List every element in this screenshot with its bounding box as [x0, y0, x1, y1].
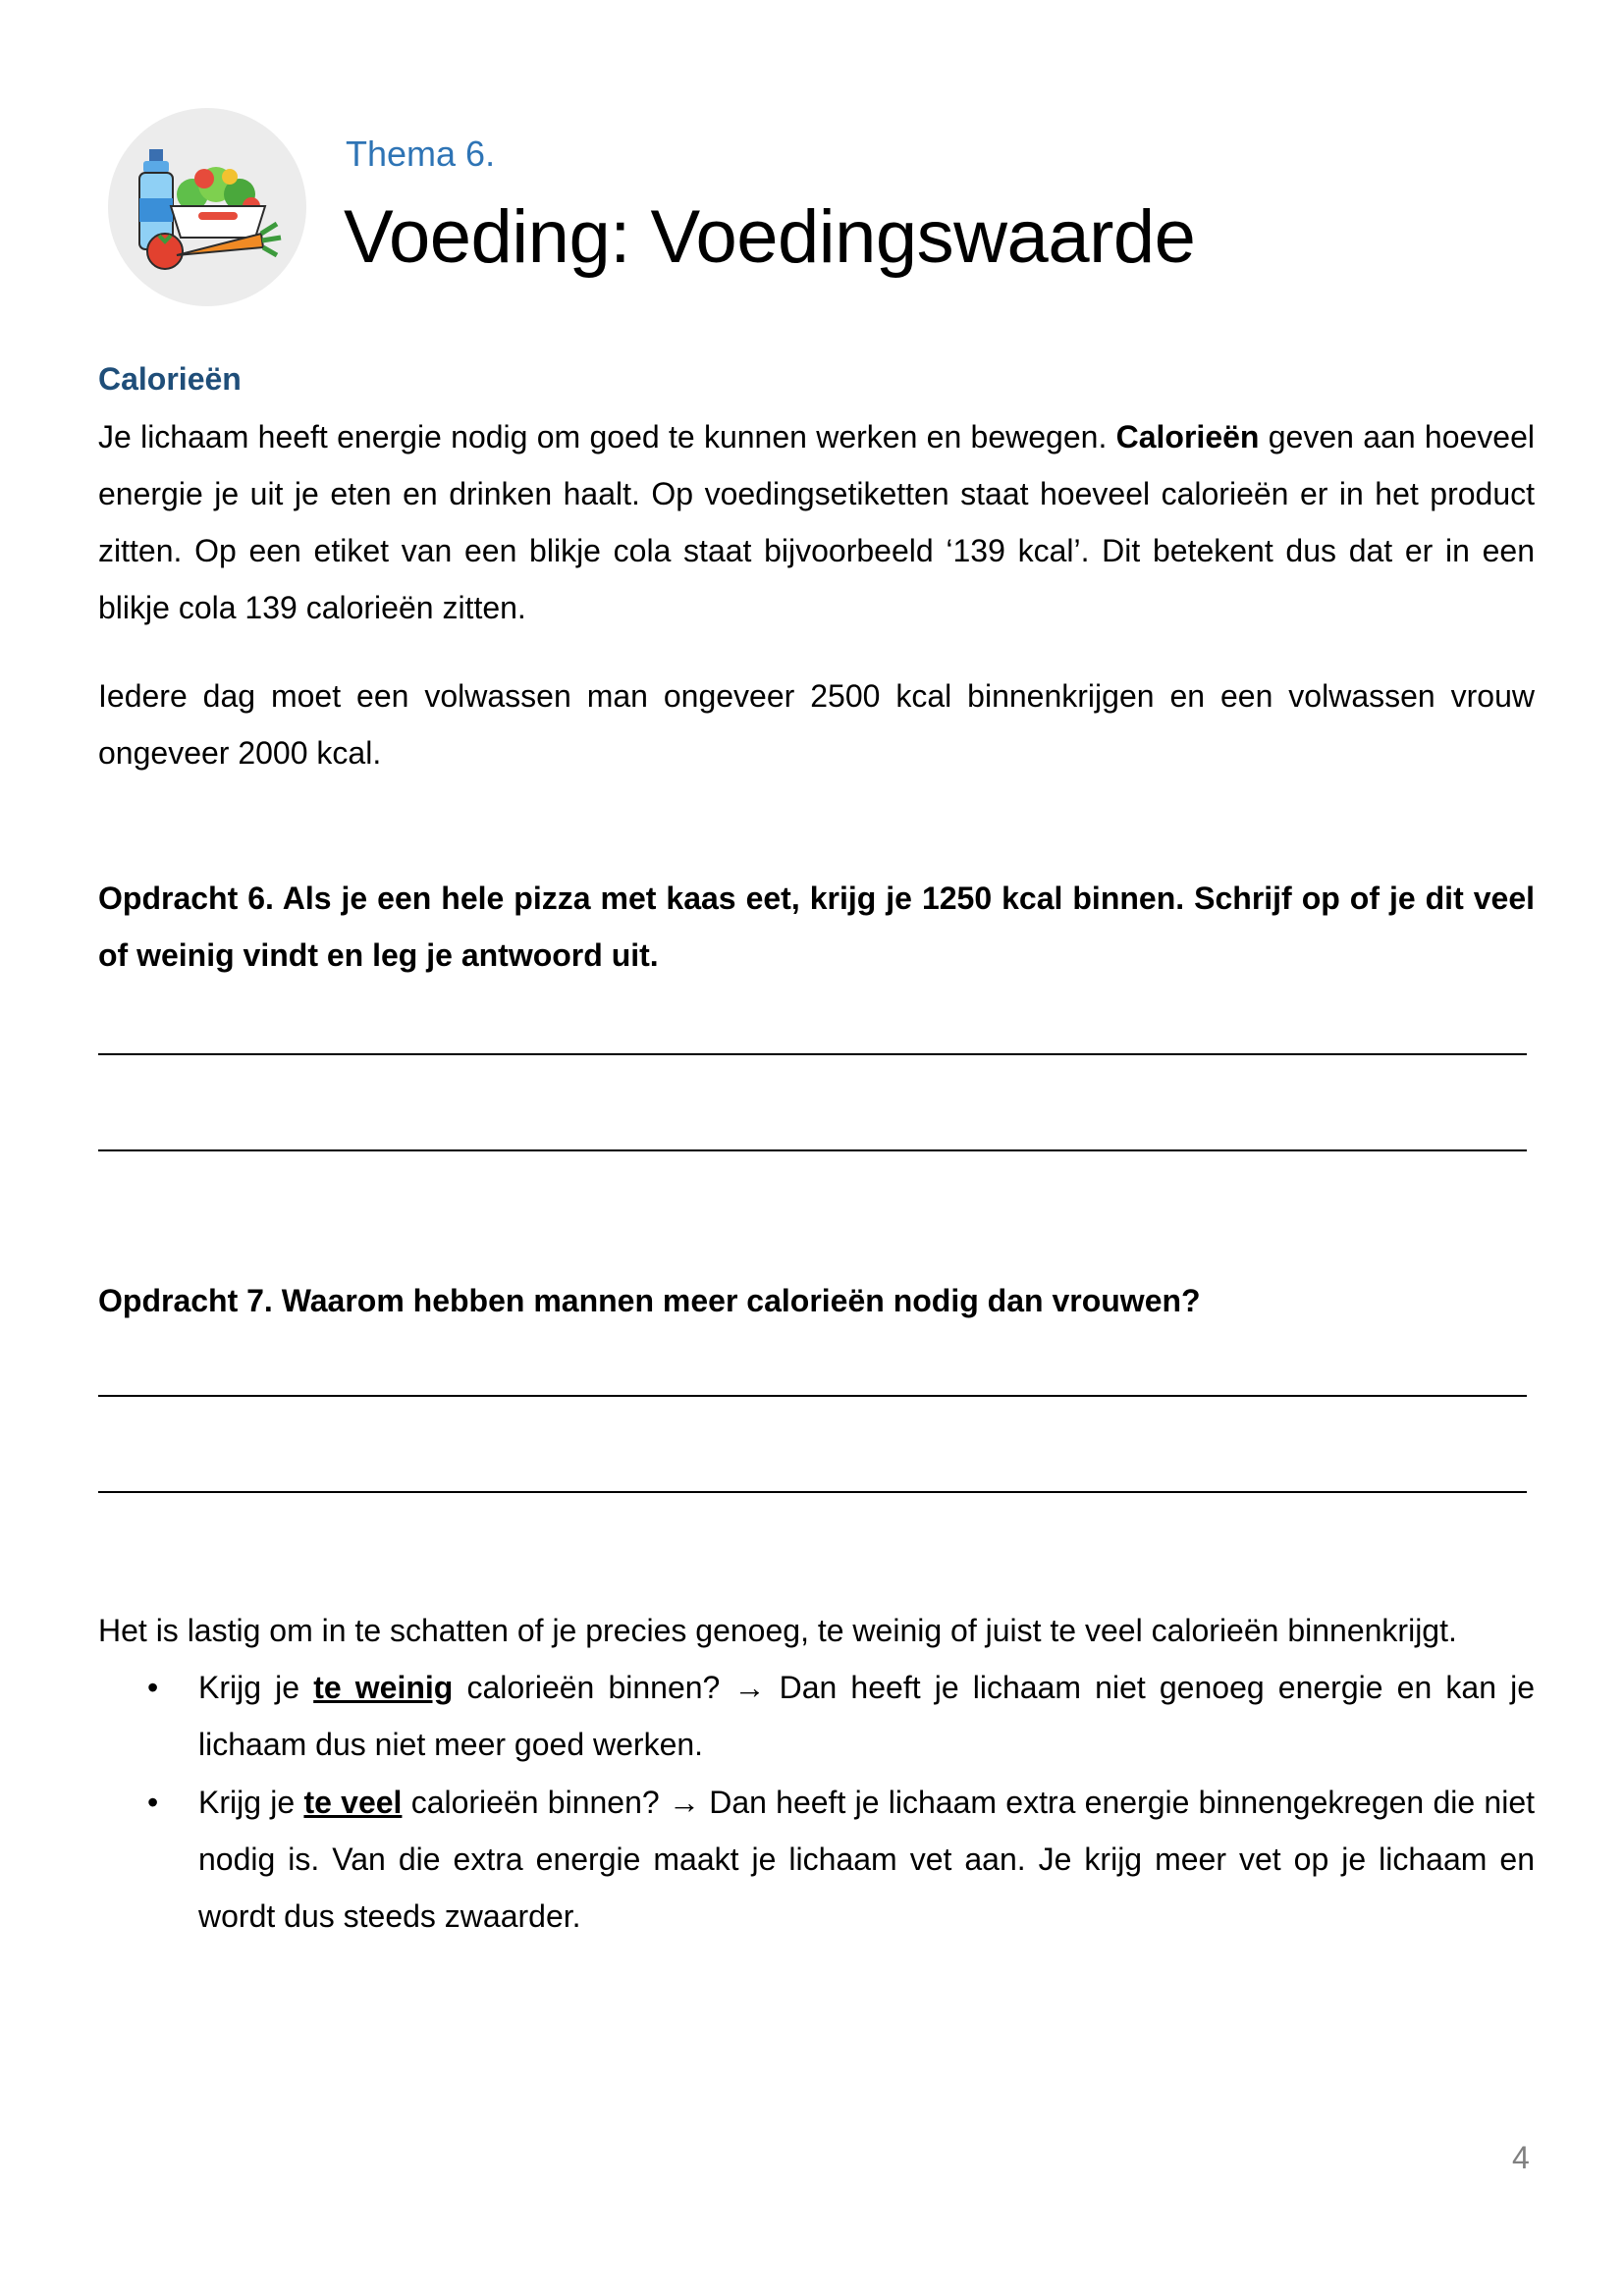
section-heading: Calorieën [98, 361, 242, 397]
task-6-answer-line-2[interactable] [98, 1149, 1527, 1151]
task-7-question: Opdracht 7. Waarom hebben mannen meer calorieën nodig dan vrouwen? [98, 1283, 1201, 1318]
calories-paragraph [98, 408, 1535, 636]
bullet-marker: • [147, 1785, 159, 1820]
bullet-text [198, 1659, 1535, 1773]
task-6-answer-line-1[interactable] [98, 1053, 1527, 1055]
intro-text: Het is lastig om in te schatten of je precies genoeg, te weinig of juist te veel calorieën binnenkrijgt. [98, 1613, 1457, 1648]
bullet-text [198, 1774, 1535, 1945]
page-title: Voeding: Voedingswaarde [344, 195, 1196, 279]
task-7-answer-line-1[interactable] [98, 1395, 1527, 1397]
bullet-text-start: Krijg je [198, 1670, 314, 1705]
bullet-emphasis: te weinig [313, 1670, 454, 1705]
bullet-marker: • [147, 1670, 159, 1705]
bullet-text-start: Krijg je [198, 1785, 304, 1820]
theme-label: Thema 6. [346, 133, 496, 174]
page-number: 4 [1512, 2140, 1530, 2175]
daily-intake-paragraph: Iedere dag moet een volwassen man ongeveer 2500 kcal binnenkrijgen en een volwassen vrouw ongeveer 2000 kcal. [98, 678, 1535, 771]
task-7-answer-line-2[interactable] [98, 1491, 1527, 1493]
calories-paragraph-start: Je lichaam heeft energie nodig om goed te kunnen werken en bewegen. [98, 419, 1116, 454]
bullet-text-rest: calorieën binnen? → Dan heeft je lichaam extra energie binnengekregen die niet nodig is. Van die extra energie maakt je lichaam vet aan. Je krijg meer vet op je lichaam en wordt dus steeds zwaarder. [198, 1785, 1536, 1934]
food-nutrition-icon [108, 108, 306, 306]
calories-term: Calorieën [1115, 419, 1260, 454]
bullet-emphasis: te veel [303, 1785, 403, 1820]
task-6-question: Opdracht 6. Als je een hele pizza met kaas eet, krijg je 1250 kcal binnen. Schrijf op of je dit veel of weinig vindt en leg je antwoord uit. [98, 881, 1535, 973]
bullet-text-rest: calorieën binnen? → Dan heeft je lichaam niet genoeg energie en kan je lichaam dus niet meer goed werken. [198, 1670, 1536, 1762]
calories-paragraph-rest: geven aan hoeveel energie je uit je eten en drinken haalt. Op voedingsetiketten staat hoeveel calorieën er in het product zitten. Op een etiket van een blikje cola staat bijvoorbeeld ‘139 kcal’. Dit betekent dus dat er in een blikje cola 139 calorieën zitten. [98, 419, 1536, 625]
